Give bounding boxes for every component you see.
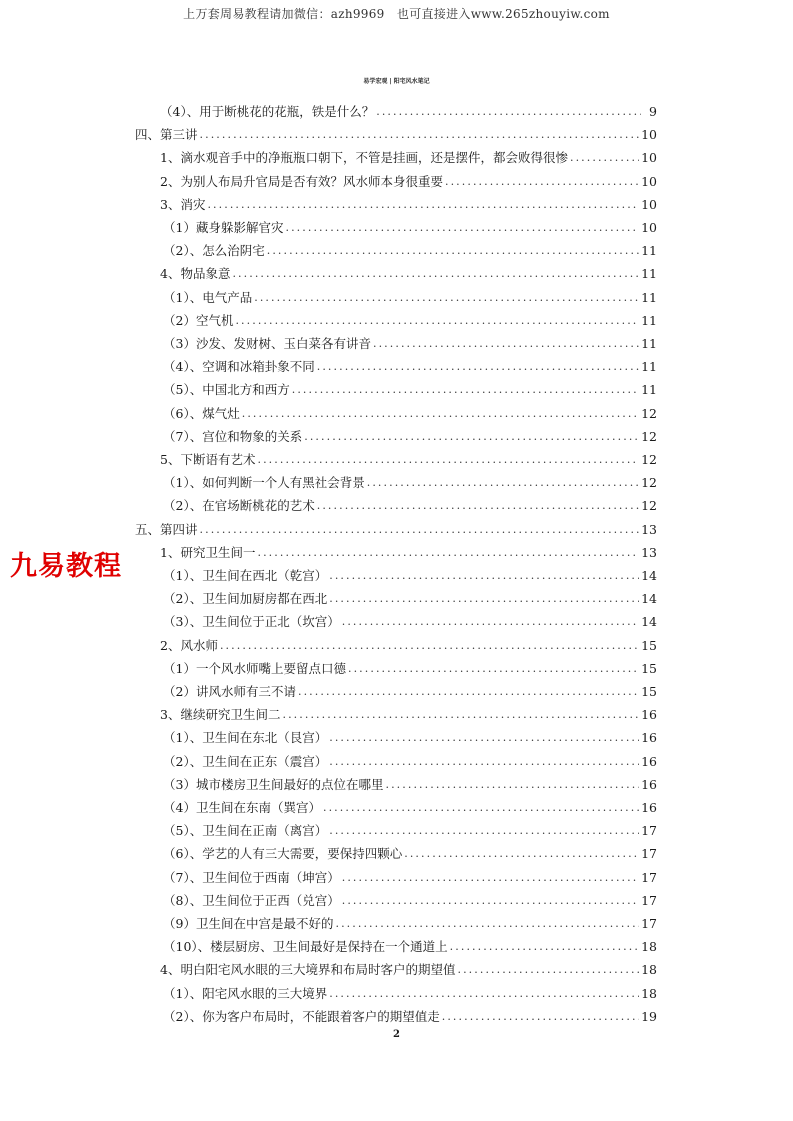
toc-entry bbox=[163, 889, 657, 909]
toc-entry bbox=[163, 494, 657, 514]
toc-entry-label: （2）空气机 bbox=[163, 312, 234, 328]
toc-leader-dots bbox=[457, 962, 639, 978]
toc-entry-label: （3）城市楼房卫生间最好的点位在哪里 bbox=[163, 776, 384, 792]
toc-entry bbox=[163, 309, 657, 329]
toc-entry bbox=[163, 239, 657, 259]
toc-leader-dots bbox=[285, 220, 639, 236]
toc-entry bbox=[160, 634, 657, 654]
toc-entry-page: 17 bbox=[641, 892, 657, 908]
toc-entry-label: 3、消灾 bbox=[160, 196, 206, 212]
toc-entry bbox=[163, 402, 657, 422]
toc-leader-dots bbox=[257, 545, 639, 561]
toc-entry bbox=[160, 100, 657, 120]
toc-leader-dots bbox=[257, 452, 639, 468]
toc-entry bbox=[160, 541, 657, 561]
toc-entry-label: 4、物品象意 bbox=[160, 266, 231, 282]
toc-entry-label: （3）、卫生间位于正北（坎宫） bbox=[163, 614, 340, 630]
toc-leader-dots bbox=[342, 870, 639, 886]
toc-entry-label: （7）、卫生间位于西南（坤宫） bbox=[163, 869, 340, 885]
toc-leader-dots bbox=[376, 104, 641, 120]
toc-leader-dots bbox=[329, 568, 639, 584]
toc-leader-dots bbox=[329, 730, 639, 746]
toc-entry-page: 10 bbox=[641, 173, 657, 189]
toc-entry-page: 16 bbox=[641, 730, 657, 746]
toc-entry bbox=[163, 912, 657, 932]
toc-entry bbox=[163, 866, 657, 886]
toc-entry bbox=[163, 819, 657, 839]
toc-entry-page: 15 bbox=[641, 684, 657, 699]
toc-entry-label: 2、为别人布局升官局是否有效？风水师本身很重要 bbox=[160, 173, 443, 189]
toc-leader-dots bbox=[317, 359, 639, 375]
toc-leader-dots bbox=[242, 406, 639, 422]
watermark-logo: 九易教程 bbox=[10, 551, 122, 582]
page-number: 2 bbox=[393, 1029, 400, 1040]
toc-leader-dots bbox=[329, 754, 639, 770]
toc-entry-page: 11 bbox=[641, 266, 657, 282]
download-banner: 上万套周易教程请加微信：azh9969 也可直接进入www.265zhouyiw.com bbox=[183, 7, 610, 21]
toc-leader-dots bbox=[342, 893, 639, 909]
toc-entry-page: 16 bbox=[641, 753, 657, 769]
toc-entry-page: 15 bbox=[641, 660, 657, 676]
toc-entry-label: 4、明白阳宅风水眼的三大境界和布局时客户的期望值 bbox=[160, 962, 456, 978]
toc-entry bbox=[160, 262, 657, 282]
toc-entry-label: （1）一个风水师嘴上要留点口德 bbox=[163, 660, 346, 676]
toc-entry bbox=[163, 378, 657, 398]
toc-entry-label: （8）、卫生间位于正西（兑宫） bbox=[163, 892, 340, 908]
toc-leader-dots bbox=[570, 150, 639, 166]
toc-entry-label: （10）、楼层厨房、卫生间最好是保持在一个通道上 bbox=[163, 939, 448, 955]
toc-entry-page: 11 bbox=[641, 312, 657, 328]
toc-entry bbox=[163, 982, 657, 1002]
toc-entry bbox=[163, 773, 657, 793]
toc-entry-page: 12 bbox=[641, 452, 657, 467]
toc-entry-page: 17 bbox=[641, 916, 657, 931]
toc-entry bbox=[163, 216, 657, 236]
toc-leader-dots bbox=[267, 243, 639, 259]
toc-leader-dots bbox=[329, 591, 639, 607]
toc-entry-page: 11 bbox=[641, 336, 657, 351]
toc-entry-label: （5）、卫生间在正南（离宫） bbox=[163, 823, 328, 839]
toc-entry bbox=[163, 842, 657, 862]
toc-entry-label: 四、第三讲 bbox=[135, 127, 198, 143]
toc-entry bbox=[163, 935, 657, 955]
toc-entry bbox=[163, 587, 657, 607]
toc-leader-dots bbox=[200, 127, 640, 143]
toc-leader-dots bbox=[329, 986, 639, 1002]
toc-entry-label: （1）、如何判断一个人有黑社会背景 bbox=[163, 475, 365, 491]
toc-leader-dots bbox=[373, 336, 639, 352]
toc-leader-dots bbox=[292, 382, 639, 398]
toc-entry-label: （6）、学艺的人有三大需要，要保持四颗心 bbox=[163, 846, 403, 862]
toc-entry-page: 16 bbox=[641, 776, 657, 792]
toc-entry-label: 1、研究卫生间一 bbox=[160, 544, 256, 560]
toc-entry bbox=[160, 170, 657, 190]
toc-leader-dots bbox=[445, 174, 639, 190]
toc-entry-label: （7）、宫位和物象的关系 bbox=[163, 428, 303, 444]
toc-entry-label: （1）藏身躲影解官灾 bbox=[163, 220, 284, 235]
toc-leader-dots bbox=[335, 916, 639, 932]
toc-entry-page: 17 bbox=[641, 869, 657, 885]
toc-leader-dots bbox=[323, 800, 639, 816]
toc-leader-dots bbox=[442, 1009, 639, 1025]
toc-leader-dots bbox=[367, 475, 639, 491]
toc-leader-dots bbox=[235, 313, 639, 329]
toc-leader-dots bbox=[220, 638, 639, 654]
toc-entry-page: 17 bbox=[641, 846, 657, 862]
toc-entry bbox=[163, 657, 657, 677]
toc-entry-label: （3）沙发、发财树、玉白菜各有讲音 bbox=[163, 336, 371, 351]
toc-entry bbox=[163, 355, 657, 375]
toc-entry bbox=[163, 750, 657, 770]
toc-leader-dots bbox=[348, 661, 639, 677]
toc-entry-page: 15 bbox=[641, 637, 657, 653]
toc-entry-label: 2、风水师 bbox=[160, 637, 218, 653]
toc-entry-label: （2）、卫生间加厨房都在西北 bbox=[163, 591, 328, 607]
toc-entry-label: （2）、怎么治阴宅 bbox=[163, 243, 265, 259]
toc-entry-label: （1）、卫生间在西北（乾宫） bbox=[163, 568, 328, 583]
toc-entry-page: 18 bbox=[641, 962, 657, 978]
toc-entry-page: 17 bbox=[641, 823, 657, 839]
toc-entry-label: （1）、卫生间在东北（艮宫） bbox=[163, 730, 328, 746]
toc-entry-page: 12 bbox=[641, 475, 657, 491]
toc-entry-page: 11 bbox=[641, 289, 657, 305]
toc-entry-page: 18 bbox=[641, 985, 657, 1001]
toc-entry-label: （2）讲风水师有三不请 bbox=[163, 684, 296, 699]
toc-entry-label: （5）、中国北方和西方 bbox=[163, 382, 290, 398]
toc-leader-dots bbox=[304, 429, 639, 445]
toc-entry bbox=[160, 703, 657, 723]
toc-leader-dots bbox=[298, 684, 639, 700]
toc-entry bbox=[163, 796, 657, 816]
toc-entry bbox=[163, 1005, 657, 1025]
toc-entry-label: （4）、空调和冰箱卦象不同 bbox=[163, 359, 315, 375]
toc-entry-page: 10 bbox=[641, 127, 657, 143]
toc-entry bbox=[163, 286, 657, 306]
toc-entry-label: 3、继续研究卫生间二 bbox=[160, 707, 281, 723]
toc-leader-dots bbox=[282, 707, 639, 723]
toc-entry-page: 18 bbox=[641, 939, 657, 955]
toc-leader-dots bbox=[317, 498, 639, 514]
toc-entry-page: 12 bbox=[641, 428, 657, 444]
toc-leader-dots bbox=[329, 823, 639, 839]
toc-entry-label: （4）、用于断桃花的花瓶，铁是什么？ bbox=[160, 104, 375, 119]
toc-entry-label: （9）卫生间在中宫是最不好的 bbox=[163, 916, 334, 931]
toc-entry bbox=[163, 471, 657, 491]
toc-leader-dots bbox=[342, 614, 639, 630]
toc-entry-page: 16 bbox=[641, 800, 657, 815]
toc-entry-label: （1）、阳宅风水眼的三大境界 bbox=[163, 985, 328, 1001]
toc-leader-dots bbox=[404, 846, 639, 862]
toc-entry bbox=[163, 564, 657, 584]
toc-entry-label: （4）卫生间在东南（巽宫） bbox=[163, 800, 321, 815]
toc-leader-dots bbox=[207, 197, 639, 213]
toc-entry-page: 10 bbox=[641, 196, 657, 212]
toc-entry-label: （2）、卫生间在正东（震宫） bbox=[163, 753, 328, 769]
toc-entry-page: 14 bbox=[641, 614, 657, 630]
toc-entry-label: （2）、你为客户布局时，不能跟着客户的期望值走 bbox=[163, 1008, 440, 1024]
toc-entry bbox=[163, 680, 657, 700]
toc-entry bbox=[163, 332, 657, 352]
toc-entry-page: 13 bbox=[641, 521, 657, 537]
toc-entry-label: （6）、煤气灶 bbox=[163, 405, 240, 421]
toc-entry-page: 10 bbox=[641, 220, 657, 235]
toc-entry-page: 12 bbox=[641, 498, 657, 514]
toc-entry-page: 13 bbox=[641, 544, 657, 560]
toc-entry bbox=[160, 146, 657, 166]
toc-entry-label: （2）、在官场断桃花的艺术 bbox=[163, 498, 315, 514]
toc-leader-dots bbox=[232, 266, 639, 282]
toc-entry-page: 11 bbox=[641, 382, 657, 398]
toc-entry bbox=[163, 726, 657, 746]
toc-entry bbox=[135, 123, 657, 143]
toc-entry-label: （1）、电气产品 bbox=[163, 289, 253, 305]
toc-entry-page: 11 bbox=[641, 359, 657, 375]
toc-entry-page: 10 bbox=[641, 150, 657, 166]
toc-leader-dots bbox=[450, 939, 639, 955]
toc-entry bbox=[160, 958, 657, 978]
toc-leader-dots bbox=[254, 290, 639, 306]
toc-entry bbox=[135, 518, 657, 538]
toc-entry bbox=[160, 448, 657, 468]
toc-entry-page: 16 bbox=[641, 707, 657, 723]
toc-entry bbox=[163, 425, 657, 445]
toc-entry-page: 14 bbox=[641, 591, 657, 607]
toc-entry-page: 14 bbox=[641, 568, 657, 583]
toc-entry-page: 12 bbox=[641, 405, 657, 421]
toc-leader-dots bbox=[200, 522, 640, 538]
toc-entry-page: 11 bbox=[641, 243, 657, 259]
toc-entry-label: 五、第四讲 bbox=[135, 521, 198, 537]
toc-entry-page: 9 bbox=[649, 104, 657, 119]
toc-leader-dots bbox=[385, 777, 639, 793]
toc-entry bbox=[160, 193, 657, 213]
toc-entry-page: 19 bbox=[641, 1008, 657, 1024]
toc-entry-label: 5、下断语有艺术 bbox=[160, 452, 256, 467]
toc-entry-label: 1、滴水观音手中的净瓶瓶口朝下，不管是挂画，还是摆件，都会败得很惨 bbox=[160, 150, 568, 166]
toc-entry bbox=[163, 610, 657, 630]
running-head: 易学宏观 | 阳宅风水笔记 bbox=[363, 78, 430, 85]
